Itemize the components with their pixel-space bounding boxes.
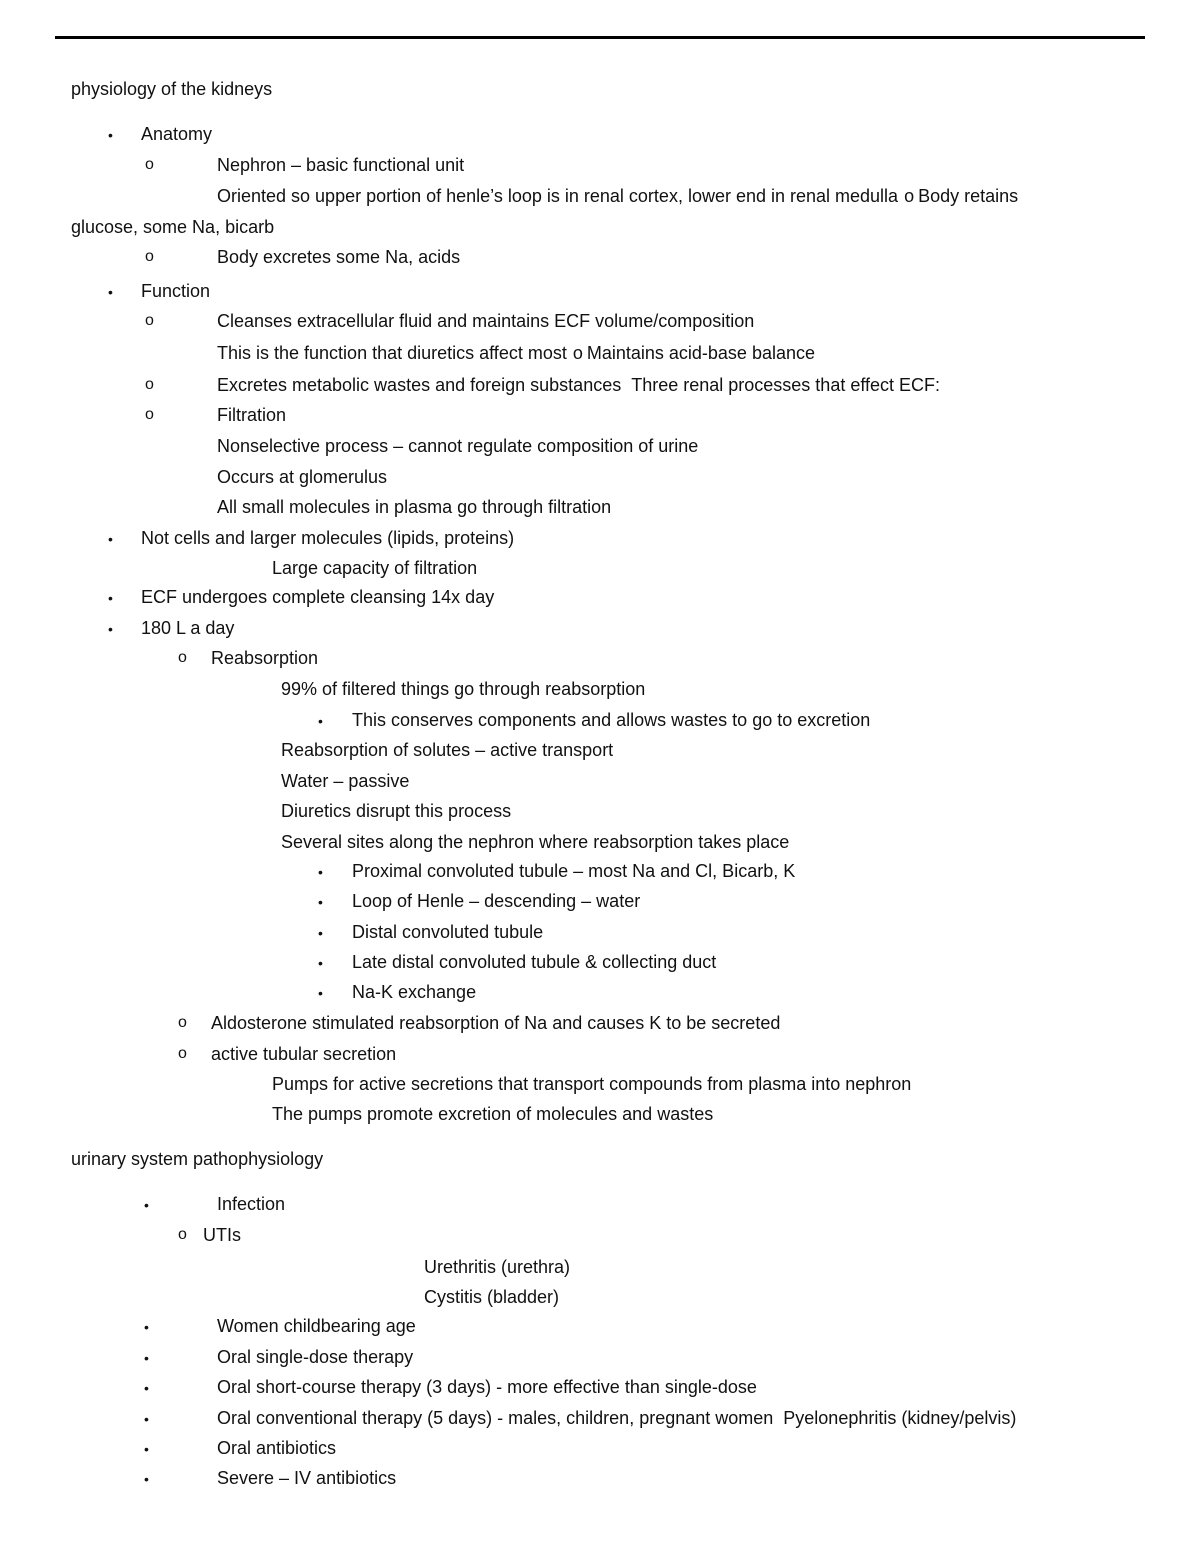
circle-bullet-icon: o xyxy=(178,1226,187,1243)
list-item: Severe – IV antibiotics xyxy=(217,1468,397,1488)
list-item: Function xyxy=(141,281,211,301)
list-item: Not cells and larger molecules (lipids, proteins) xyxy=(141,528,515,548)
list-item xyxy=(217,342,815,364)
list-item: Body excretes some Na, acids xyxy=(217,247,461,267)
circle-bullet-icon: o xyxy=(145,156,154,173)
list-item: Oral short-course therapy (3 days) - more effective than single-dose xyxy=(217,1377,757,1397)
bullet-icon: • xyxy=(318,985,323,1001)
circle-bullet-icon: o xyxy=(178,1014,187,1031)
bullet-icon: • xyxy=(108,590,113,606)
list-item: Cleanses extracellular fluid and maintains ECF volume/composition xyxy=(217,311,755,331)
list-item-continuation: glucose, some Na, bicarb xyxy=(71,217,275,237)
bullet-icon: • xyxy=(108,127,113,143)
list-item: UTIs xyxy=(203,1225,241,1245)
list-item: Aldosterone stimulated reabsorption of Na and causes K to be secreted xyxy=(211,1013,781,1033)
bullet-icon: • xyxy=(108,621,113,637)
circle-bullet-icon: o xyxy=(904,186,915,206)
circle-bullet-icon: o xyxy=(572,343,583,363)
item-text: Maintains acid-base balance xyxy=(586,343,815,363)
section-title: urinary system pathophysiology xyxy=(71,1149,324,1169)
list-item: 180 L a day xyxy=(141,618,235,638)
bullet-icon: • xyxy=(144,1411,149,1427)
bullet-icon: • xyxy=(318,925,323,941)
bullet-icon: • xyxy=(144,1380,149,1396)
bullet-icon: • xyxy=(144,1350,149,1366)
bullet-icon: • xyxy=(108,284,113,300)
list-item: The pumps promote excretion of molecules and wastes xyxy=(272,1104,714,1124)
bullet-icon: • xyxy=(318,713,323,729)
list-item: Reabsorption of solutes – active transport xyxy=(281,740,614,760)
bullet-icon: • xyxy=(318,894,323,910)
list-item: ECF undergoes complete cleansing 14x day xyxy=(141,587,495,607)
item-text: Oral conventional therapy (5 days) - males, children, pregnant women xyxy=(217,1408,774,1428)
list-item: Filtration xyxy=(217,405,287,425)
list-item: Oral antibiotics xyxy=(217,1438,337,1458)
list-item: Large capacity of filtration xyxy=(272,558,478,578)
list-item: This conserves components and allows wastes to go to excretion xyxy=(352,710,871,730)
list-item: Reabsorption xyxy=(211,648,319,668)
circle-bullet-icon: o xyxy=(178,649,187,666)
item-text: This is the function that diuretics affect most xyxy=(217,343,567,363)
item-text: Three renal processes that effect ECF: xyxy=(631,375,941,395)
list-item: Late distal convoluted tubule & collecting duct xyxy=(352,952,717,972)
circle-bullet-icon: o xyxy=(145,376,154,393)
list-item: 99% of filtered things go through reabsorption xyxy=(281,679,646,699)
section-title: physiology of the kidneys xyxy=(71,79,273,99)
circle-bullet-icon: o xyxy=(145,248,154,265)
list-item: Anatomy xyxy=(141,124,213,144)
list-item: Infection xyxy=(217,1194,286,1214)
bullet-icon: • xyxy=(144,1471,149,1487)
list-item: Women childbearing age xyxy=(217,1316,416,1336)
list-item: Nonselective process – cannot regulate composition of urine xyxy=(217,436,699,456)
bullet-icon: • xyxy=(108,531,113,547)
list-item: Occurs at glomerulus xyxy=(217,467,388,487)
list-item: Pumps for active secretions that transport compounds from plasma into nephron xyxy=(272,1074,912,1094)
list-item: Proximal convoluted tubule – most Na and Cl, Bicarb, K xyxy=(352,861,796,881)
list-item: Oral single-dose therapy xyxy=(217,1347,414,1367)
list-item xyxy=(217,185,1018,207)
top-rule xyxy=(55,36,1145,39)
bullet-icon: • xyxy=(318,955,323,971)
list-item: Diuretics disrupt this process xyxy=(281,801,512,821)
bullet-icon: • xyxy=(144,1197,149,1213)
list-item: Water – passive xyxy=(281,771,410,791)
circle-bullet-icon: o xyxy=(145,312,154,329)
list-item xyxy=(217,1407,1016,1429)
list-item: active tubular secretion xyxy=(211,1044,397,1064)
list-item xyxy=(217,374,940,396)
list-item: Loop of Henle – descending – water xyxy=(352,891,641,911)
list-item: Cystitis (bladder) xyxy=(424,1287,560,1307)
bullet-icon: • xyxy=(144,1319,149,1335)
bullet-icon: • xyxy=(144,1441,149,1457)
bullet-icon: • xyxy=(318,864,323,880)
list-item: Distal convoluted tubule xyxy=(352,922,544,942)
item-text: Excretes metabolic wastes and foreign substances xyxy=(217,375,622,395)
circle-bullet-icon: o xyxy=(178,1045,187,1062)
item-text: Oriented so upper portion of henle’s loop is in renal cortex, lower end in renal medulla xyxy=(217,186,899,206)
list-item: Na-K exchange xyxy=(352,982,477,1002)
list-item: Urethritis (urethra) xyxy=(424,1257,571,1277)
list-item: Nephron – basic functional unit xyxy=(217,155,465,175)
item-text: Body retains xyxy=(918,186,1019,206)
circle-bullet-icon: o xyxy=(145,406,154,423)
item-text: Pyelonephritis (kidney/pelvis) xyxy=(783,1408,1017,1428)
list-item: All small molecules in plasma go through filtration xyxy=(217,497,612,517)
list-item: Several sites along the nephron where reabsorption takes place xyxy=(281,832,790,852)
